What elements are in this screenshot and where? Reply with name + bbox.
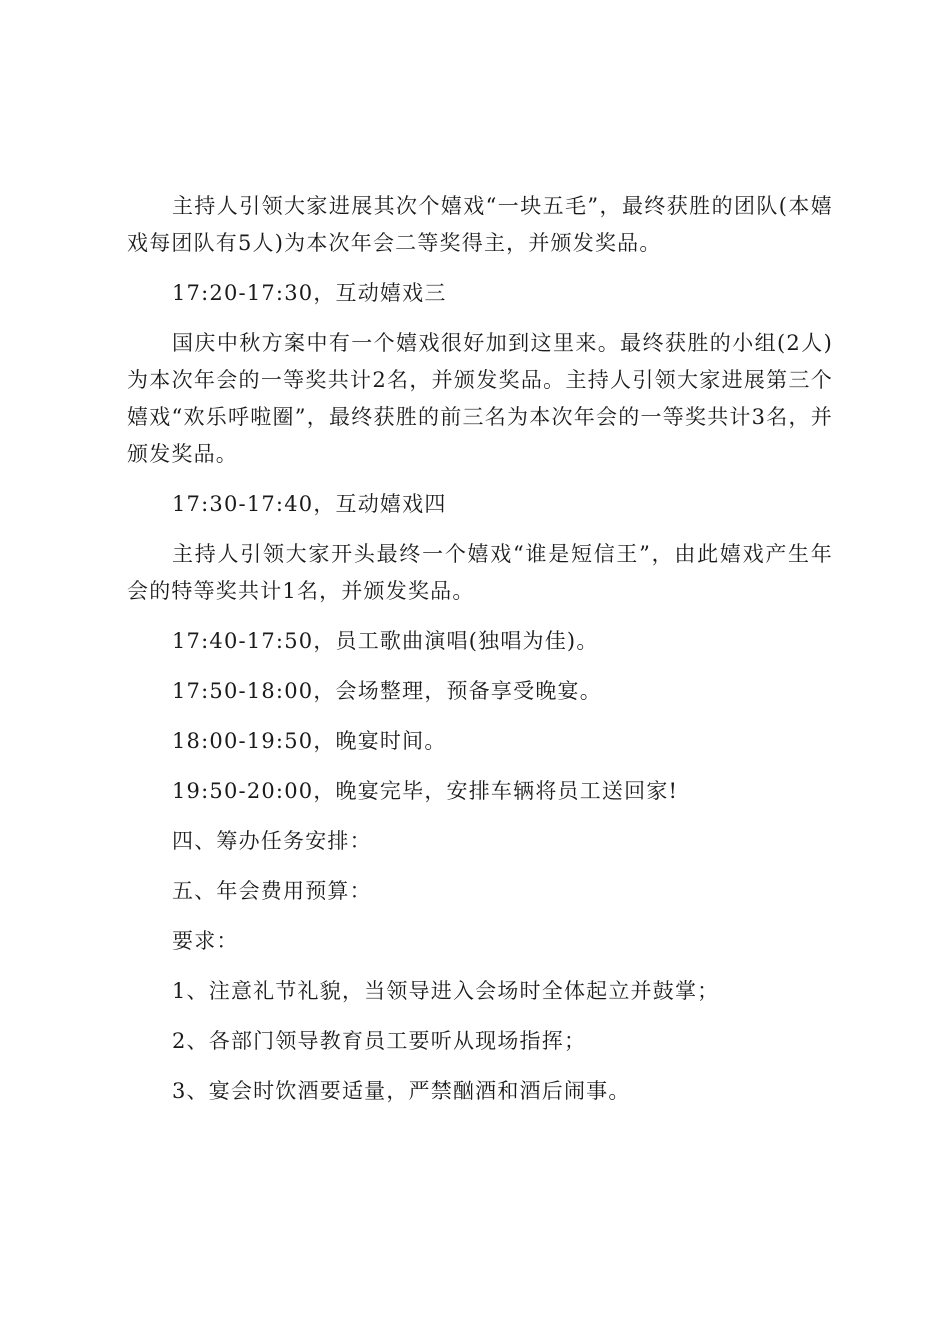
requirement-item-1: 1、注意礼节礼貌，当领导进入会场时全体起立并鼓掌； (172, 979, 720, 1003)
paragraph-game-four-detail: 主持人引领大家开头最终一个嬉戏“谁是短信王”，由此嬉戏产生年会的特等奖共计1名，并颁发奖品。 (127, 542, 833, 603)
paragraph-game-two-result: 主持人引领大家进展其次个嬉戏“一块五毛”，最终获胜的团队(本嬉戏每团队有5人)为本次年会二等奖得主，并颁发奖品。 (127, 194, 833, 255)
section-heading-tasks: 四、筹办任务安排： (172, 829, 372, 853)
schedule-item-song: 17:40-17:50，员工歌曲演唱(独唱为佳)。 (172, 629, 599, 653)
requirements-heading: 要求： (172, 929, 239, 953)
schedule-item-dinner: 18:00-19:50，晚宴时间。 (172, 729, 447, 753)
schedule-item-venue-prep: 17:50-18:00，会场整理，预备享受晚宴。 (172, 679, 602, 703)
document-body (127, 188, 833, 1110)
schedule-item-dinner-end: 19:50-20:00，晚宴完毕，安排车辆将员工送回家! (172, 779, 679, 803)
section-heading-budget: 五、年会费用预算： (172, 879, 372, 903)
requirement-item-2: 2、各部门领导教育员工要听从现场指挥； (172, 1029, 587, 1053)
schedule-item-game-three: 17:20-17:30，互动嬉戏三 (172, 281, 447, 305)
requirement-item-3: 3、宴会时饮酒要适量，严禁酗酒和酒后闹事。 (172, 1079, 631, 1103)
paragraph-game-three-detail: 国庆中秋方案中有一个嬉戏很好加到这里来。最终获胜的小组(2人)为本次年会的一等奖共计2名，并颁发奖品。主持人引领大家进展第三个嬉戏“欢乐呼啦圈”，最终获胜的前三名为本次年会的一等奖共计3名，并颁发奖品。 (127, 331, 833, 466)
schedule-item-game-four: 17:30-17:40，互动嬉戏四 (172, 492, 447, 516)
